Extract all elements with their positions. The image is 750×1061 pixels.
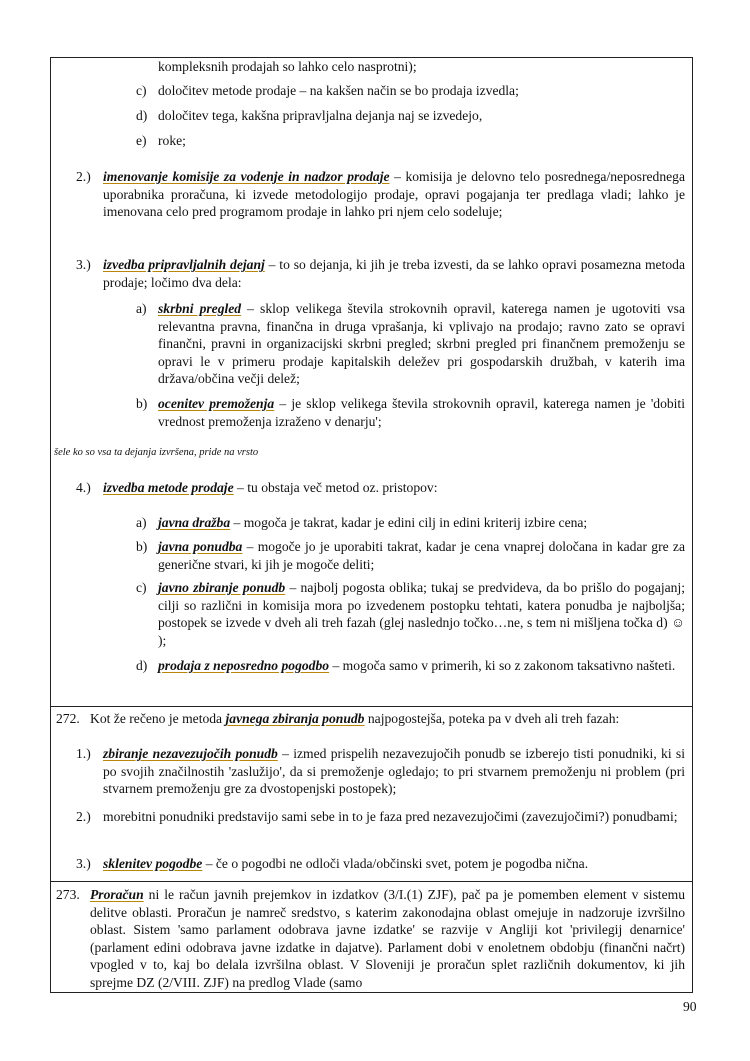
item-paragraph (103, 745, 685, 798)
item-number: 1.) (76, 746, 91, 761)
subitem-text: – mogoča samo v primerih, ki so z zakonom taksativno našteti. (329, 658, 676, 673)
list-label: d) (136, 658, 148, 673)
keyword: javnega zbiranja ponudb (225, 711, 365, 726)
item-paragraph (103, 479, 685, 497)
keyword: skrbni pregled (158, 301, 242, 316)
item-text: – izmed prispelih nezavezujočih ponudb se izberejo tisti ponudniki, ki si po svojih značilnostih 'zaslužijo', da si premoženje ogledajo; to pri stvarnem premoženju ni problem (pri stvarnem premoženju gre za dvostopenjski postopek); (103, 746, 685, 796)
subitem-paragraph (158, 538, 685, 573)
subitem-text: – je sklop velikega števila strokovnih opravil, katerega namen je 'dobiti vrednost premoženja izraženo v denarju'; (158, 396, 685, 429)
keyword: zbiranje nezavezujočih ponudb (103, 746, 278, 761)
section-text: ni le račun javnih prejemkov in izdatkov (3/I.(1) ZJF), pač pa je pomemben element v sistemu delitve oblasti. Proračun je namreč sredstvo, s katerim zakonodajna oblast omejuje in nadzoruje izvršilno oblast. Sistem 'samo parlament odobrava javne izdatke' se razvije v Angliji kot 'privilegij denarnice' (parlament edini odobrava javne izdatke in dajatve). Parlament dobi v enoletnem obdobju (finančni načrt) vpogled v to, kaj bo delala izvršilna oblast. V Sloveniji je proračun splet različnih dokumentov, ki jih sprejme DZ (2/VIII. ZJF) na predlog Vlade (samo (90, 887, 685, 990)
section-paragraph (90, 886, 685, 991)
list-label: c) (136, 83, 147, 98)
item-paragraph (103, 256, 685, 291)
keyword: javna dražba (158, 515, 231, 530)
item-text: – tu obstaja več metod oz. pristopov: (233, 480, 438, 495)
item-number: 3.) (76, 856, 91, 871)
subitem-text: – mogoča je takrat, kadar je edini cilj in edini kriterij izbire cena; (230, 515, 588, 530)
intro-text: Kot že rečeno je metoda (90, 711, 226, 726)
list-label: b) (136, 396, 148, 411)
item-number: 2.) (76, 809, 91, 824)
list-label: a) (136, 301, 147, 316)
list-label: d) (136, 108, 148, 123)
list-item-text: določitev tega, kakšna pripravljalna dejanja naj se izvedejo, (158, 108, 483, 123)
item-paragraph (103, 168, 685, 221)
keyword: ocenitev premoženja (158, 396, 275, 411)
list-item-text: roke; (158, 133, 186, 148)
list-label: a) (136, 515, 147, 530)
item-number: 3.) (76, 257, 91, 272)
keyword: izvedba metode prodaje (103, 480, 234, 495)
keyword: Proračun (90, 887, 144, 902)
item-text: – komisija je delovno telo posrednega/neposrednega uporabnika proračuna, ki izvede metodologijo prodaje, opravi pogajanja ter predlaga vladi; lahko je imenovana celo pred programom prodaje in lahko pri njem celo sodeluje; (103, 169, 685, 219)
keyword: izvedba pripravljalnih dejanj (103, 257, 265, 272)
item-number: 2.) (76, 169, 91, 184)
keyword: javna ponudba (158, 539, 243, 554)
item-number: 4.) (76, 480, 91, 495)
section-intro (90, 710, 688, 728)
subitem-paragraph (158, 514, 685, 532)
list-label: b) (136, 539, 148, 554)
item-paragraph (103, 855, 685, 873)
intro-text: najpogostejša, poteka pa v dveh ali treh fazah: (364, 711, 620, 726)
subitem-text: – najbolj pogosta oblika; tukaj se predvideva, da bo prišlo do pogajanj; cilji so različni in komisija mora po izvedenem postopku tehtati, katera ponudba je najboljša; postopek se izvede v dveh ali treh fazah (glej naslednjo točko…ne, s tem ni mišljena točka d) ☺ ); (158, 580, 686, 648)
side-note: šele ko so vsa ta dejanja izvršena, pride na vrsto (54, 447, 259, 458)
list-item-text: določitev metode prodaje – na kakšen način se bo prodaja izvedla; (158, 83, 519, 98)
subitem-paragraph (158, 300, 685, 388)
keyword: javno zbiranje ponudb (158, 580, 286, 595)
subitem-paragraph (158, 395, 685, 430)
subitem-text: – mogoče jo je uporabiti takrat, kadar je cena vnaprej določana in kadar gre za generične stvari, ki jih je mogoče deliti; (158, 539, 685, 572)
subitem-paragraph (158, 657, 685, 675)
list-label: e) (136, 133, 147, 148)
item-text: – to so dejanja, ki jih je treba izvesti, da se lahko opravi posamezna metoda prodaje; ločimo dva dela: (103, 257, 685, 290)
section-number: 273. (56, 887, 80, 902)
item-paragraph: morebitni ponudniki predstavijo sami sebe in to je faza pred nezavezujočimi (zavezujočimi?) ponudbami; (103, 809, 678, 824)
section-number: 272. (56, 711, 80, 726)
keyword: imenovanje komisije za vodenje in nadzor prodaje (103, 169, 390, 184)
continuation-text: kompleksnih prodajah so lahko celo nasprotni); (158, 59, 417, 74)
list-label: c) (136, 580, 147, 595)
subitem-text: – sklop velikega števila strokovnih opravil, katerega namen je ugotoviti vsa relevantna pravna, finančna in druga vprašanja, ki vplivajo na prodajo; ravno zato se opravi finančni, pravni in organizacijski skrbni pregled; skrbni pregled pri finančnem premoženju se opravi le v primeru prodaje kapitalskih deležev pri gospodarskih družbah, v katerih ima država/občina večji delež; (158, 301, 685, 386)
subitem-paragraph (158, 579, 685, 649)
item-text: – če o pogodbi ne odloči vlada/občinski svet, potem je pogodba nična. (202, 856, 589, 871)
page-number: 90 (683, 999, 697, 1014)
keyword: sklenitev pogodbe (103, 856, 203, 871)
keyword: prodaja z neposredno pogodbo (158, 658, 330, 673)
